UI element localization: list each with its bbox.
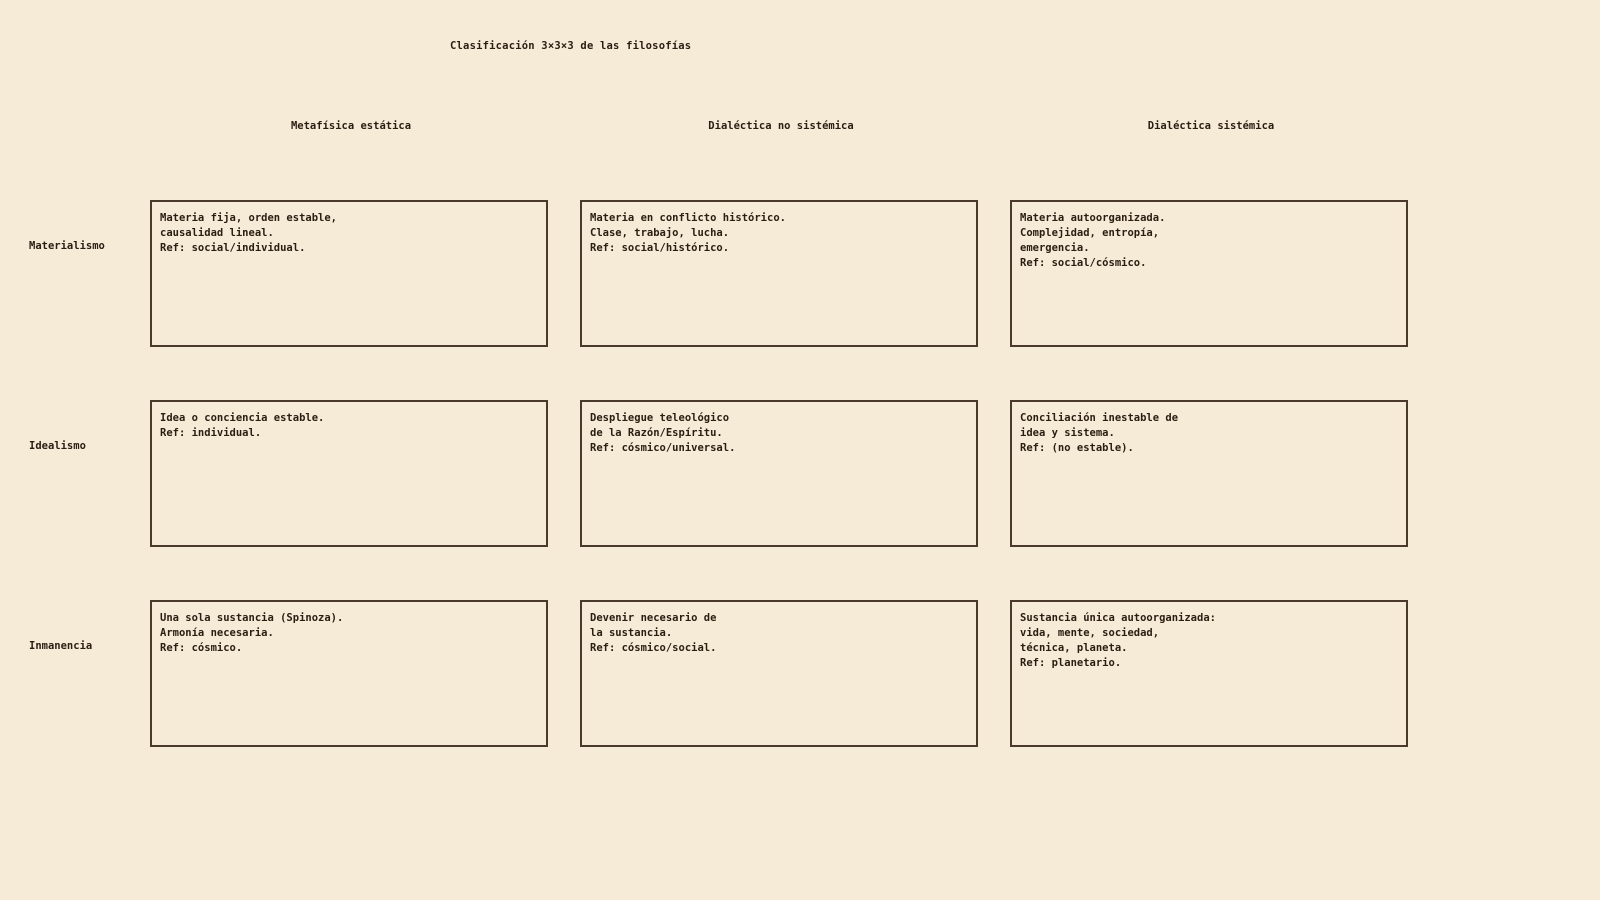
cell-text-line: vida, mente, sociedad, [1020,627,1160,639]
cell-text-line: Ref: planetario. [1020,657,1122,669]
cell-text-line: Materia en conflicto histórico. [590,212,786,224]
cell-text-line: Conciliación inestable de [1020,412,1179,424]
cell-text-line: de la Razón/Espíritu. [590,427,723,439]
cell-text-line: Materia autoorganizada. [1020,212,1166,224]
cell-text-line: técnica, planeta. [1020,642,1128,654]
cell-materialismo-dialectica-no-sistemica [580,200,978,347]
cell-text-line: Ref: (no estable). [1020,442,1134,454]
row-label-inmanencia: Inmanencia [29,640,93,652]
cell-text-line: Despliegue teleológico [590,412,730,424]
cell-text-line: Una sola sustancia (Spinoza). [160,612,344,624]
cell-text-line: Sustancia única autoorganizada: [1020,612,1216,624]
cell-idealismo-metafisica-estatica [150,400,548,547]
cell-text-line: Ref: social/cósmico. [1020,257,1147,269]
column-header-dialectica-sistemica: Dialéctica sistémica [1147,120,1275,132]
row-label-materialismo: Materialismo [29,240,105,252]
column-header-metafisica-estatica: Metafísica estática [290,120,412,132]
cell-text-line: Ref: cósmico/social. [590,642,717,654]
column-header-dialectica-no-sistemica: Dialéctica no sistémica [708,120,854,132]
cell-text-line: Ref: individual. [160,427,262,439]
cell-text-line: Ref: cósmico. [160,642,243,654]
diagram-title: Clasificación 3×3×3 de las filosofías [450,40,692,52]
cell-text-line: emergencia. [1020,242,1090,254]
cell-text-line: Clase, trabajo, lucha. [590,227,730,239]
cell-text-line: Complejidad, entropía, [1020,227,1160,239]
cell-text-line: Ref: social/histórico. [590,242,730,254]
cell-text-line: Armonía necesaria. [160,627,274,639]
cell-text-line: Devenir necesario de [590,612,717,624]
cell-text-line: Idea o conciencia estable. [160,412,325,424]
row-label-idealismo: Idealismo [29,440,86,452]
cell-materialismo-dialectica-sistemica [1010,200,1408,347]
cell-inmanencia-dialectica-sistemica [1010,600,1408,747]
cell-inmanencia-dialectica-no-sistemica [580,600,978,747]
cell-text-line: causalidad lineal. [160,227,274,239]
cell-text-line: Materia fija, orden estable, [160,212,338,224]
cell-text-line: Ref: social/individual. [160,242,306,254]
cell-text-line: Ref: cósmico/universal. [590,442,736,454]
cell-text-line: idea y sistema. [1020,427,1115,439]
cell-idealismo-dialectica-sistemica [1010,400,1408,547]
cell-materialismo-metafisica-estatica [150,200,548,347]
cell-inmanencia-metafisica-estatica [150,600,548,747]
cell-text-line: la sustancia. [590,627,673,639]
cell-idealismo-dialectica-no-sistemica [580,400,978,547]
